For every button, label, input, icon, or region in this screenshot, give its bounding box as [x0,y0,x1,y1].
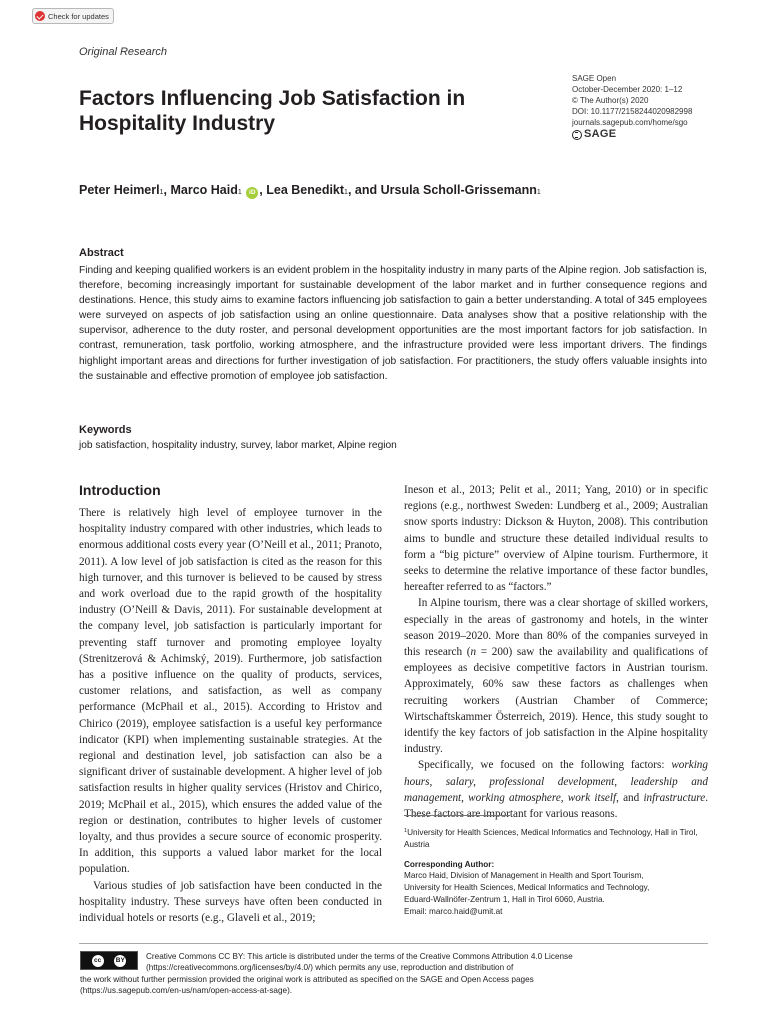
body-column-left [79,505,382,926]
paragraph-text: Specifically, we focused on the following factors: [418,759,672,772]
journal-url-link[interactable]: journals.sagepub.com/home/sgo [572,118,688,127]
corresponding-author-heading: Corresponding Author: [404,859,495,869]
author-name: Ursula Scholl-Grissemann [380,183,537,197]
body-paragraph [404,595,708,757]
author-name: Marco Haid [170,183,238,197]
body-paragraph: Various studies of job satisfaction have been conducted in the hospitality industry. These surveys have often been conducted in individual hotels or resorts (e.g., Glaveli et al., 2019; [79,879,382,925]
abstract-heading: Abstract [79,247,124,259]
by-icon: BY [114,955,126,967]
paragraph-text: = 200) saw the availability and qualifications of employees as decisive competitive factors in Austrian tourism. Approximately, 60% saw these factors as challenges when recruiting workers (Austrian Chamber of Commerce; Wirtschaftskammer Österreich, 2019). Hence, this study sought to identify the key factors of job satisfaction in the Alpine hospitality industry. [404,646,709,756]
affiliation-marker: 1 [344,189,348,196]
author-separator: , and [347,183,381,197]
affiliation-marker: 1 [237,189,242,196]
license-text [80,951,710,997]
section-label: Original Research [79,46,168,58]
affiliation-marker: 1 [159,189,164,196]
article-title: Factors Influencing Job Satisfaction in Hospitality Industry [79,87,466,135]
footer-divider [79,943,708,944]
corresponding-author-line: University for Health Sciences, Medical Informatics and Technology, [404,883,650,893]
doi: DOI: 10.1177/2158244020982998 [572,107,693,116]
paragraph-text: In Alpine tourism, there was a clear shortage of skilled workers, especially in the areas of gastronomy and hotels, in the winter season 2019–2020. More than 80% of the companies surveyed in this research ( [404,597,708,659]
affiliation-marker: 1 [536,189,541,196]
body-paragraph [404,757,708,822]
journal-name: SAGE Open [572,74,617,83]
footnote-divider [404,815,510,816]
body-column-right [404,482,708,822]
journal-info [572,73,742,140]
keywords-heading: Keywords [79,424,132,436]
cc-by-badge[interactable] [80,951,138,970]
author-separator: , [163,183,167,197]
body-paragraph: Ineson et al., 2013; Pelit et al., 2011; Yang, 2010) or in specific regions (e.g., northwest Sweden: Lundberg et al., 2009; Australian snow sports industry: Dickson & Huyton, 2008). This contribution aims to bundle and structure these detailed individual results to form a “big picture” overview of Alpine tourism. Furthermore, it seeks to determine the relative importance of these factor bundles, hereafter referred to as “factors.” [404,484,708,594]
keywords-text: job satisfaction, hospitality industry, survey, labor market, Alpine region [79,440,397,451]
factor-infrastructure: infrastructure [643,791,706,804]
copyright: © The Author(s) 2020 [572,96,649,105]
author-name: Peter Heimerl [79,183,160,197]
orcid-icon[interactable]: iD [246,187,258,199]
author-name: Lea Benedikt [266,183,345,197]
corresponding-author-line: Marco Haid, Division of Management in Health and Sport Tourism, [404,871,644,881]
corresponding-author-email-link[interactable]: Email: marco.haid@umit.at [404,906,503,916]
abstract-text: Finding and keeping qualified workers is an evident problem in the hospitality industry in many parts of the Alpine region. Job satisfaction is, therefore, becoming increasingly important for sustainable development of the labor market and in further consequence regions and destinations. Hence, this study aims to examine factors influencing job satisfaction to gain a better understanding. A total of 345 employees were surveyed on aspects of job satisfaction using an online questionnaire. Data analyses show that a positive relationship with the supervisor, adherence to the duty roster, and personal development opportunities are the most important factors for job satisfaction. In contrast, remuneration, task portfolio, working atmosphere, and the infrastructure provided were less important drivers. The findings highlight important areas and directions for further investigation of job satisfaction. For practitioners, the study offers valuable insights into the sustainable and effective promotion of employee job satisfaction. [79,265,708,382]
paragraph-text: , and [616,791,644,804]
sample-size-symbol: n [470,646,477,659]
check-for-updates-label: Check for updates [48,11,109,21]
cc-icon: cc [92,955,104,967]
check-for-updates-button[interactable] [32,8,114,24]
affiliation-text: University for Health Sciences, Medical Informatics and Technology, Hall in Tirol, Austria [404,828,698,849]
check-updates-icon [35,11,45,21]
affiliation-marker: 1 [404,828,408,834]
journal-issue: October-December 2020: 1–12 [572,85,683,94]
license-url-link[interactable]: (https://creativecommons.org/licenses/by/4.0/) which permits any use, reproduction and distribution of [146,963,514,973]
footnotes [404,826,708,918]
sage-logo-text: SAGE [584,128,617,140]
introduction-heading: Introduction [79,482,161,498]
author-separator: , [259,183,263,197]
affiliation-note [404,826,708,851]
sage-logo [572,129,742,140]
open-access-url-link[interactable]: (https://us.sagepub.com/en-us/nam/open-access-at-sage). [80,986,293,996]
license-line: the work without further permission provided the original work is attributed as specified on the SAGE and Open Access pages [80,974,534,984]
sage-logo-icon [572,130,582,140]
body-paragraph: There is relatively high level of employee turnover in the hospitality industry compared with other industries, which leads to enormous additional costs every year (O’Neill et al., 2011; Pranoto, 2011). A low level of job satisfaction is cited as the reason for this high turnover, and this turnover is believed to be caused by stress and work overload due to the rapid growth of the hospitality industry (O’Neill & Davis, 2011). For sustainable development at the company level, job satisfaction is particularly important for preventing staff turnover and promoting employee loyalty (Strenitzerová & Achimský, 2019). Furthermore, job satisfaction has a positive influence on the quality of products, services, customer relations, and satisfaction, as well as company performance (McPhail et al., 2015). According to Hristov and Chirico (2019), employee satisfaction is a useful key performance indicator (KPI) when implementing sustainable strategies. At the regional and destination level, job satisfaction can also be a significant driver of sustainable development. A higher level of job satisfaction results in higher quality services (Hristov and Chirico, 2019; McPhail et al., 2015), which ensures the added value of the region or destination, contributes to higher levels of customer loyalty, and thus provides a secure source of economic prosperity. In addition, this supports a valued labor market for the local population. [79,507,382,876]
author-list [79,183,541,199]
corresponding-author-line: Eduard-Wallnöfer-Zentrum 1, Hall in Tirol 6060, Austria. [404,894,605,904]
license-line: Creative Commons CC BY: This article is distributed under the terms of the Creative Commons Attribution 4.0 License [146,952,573,961]
paragraph-text: . These factors are important for various reasons. [404,791,708,821]
factor-list: working hours, salary, professional development, leadership and management, working atmosphere, work itself [404,759,708,804]
